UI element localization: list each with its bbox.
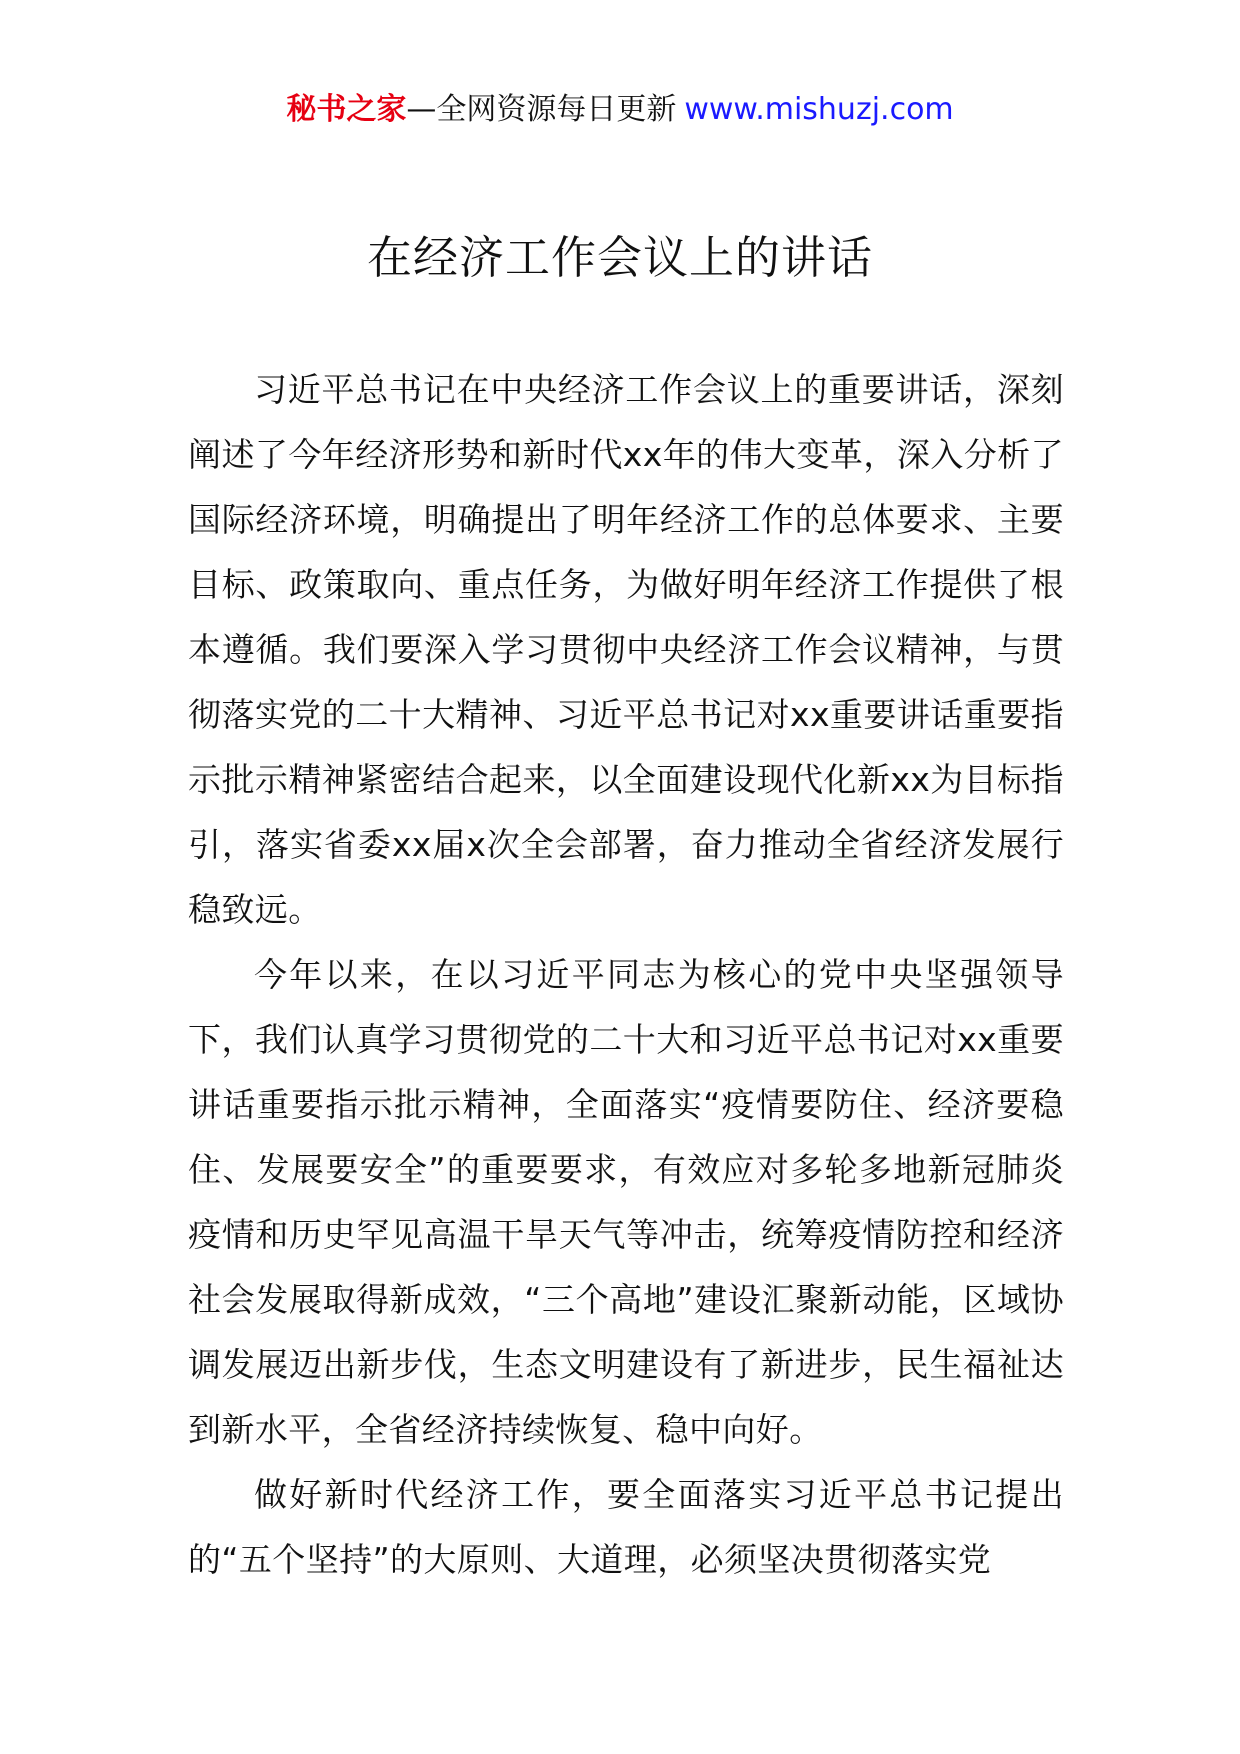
- header-slogan: —全网资源每日更新: [406, 92, 677, 127]
- paragraph-3: 做好新时代经济工作，要全面落实习近平总书记提出的“五个坚持”的大原则、大道理，必须坚决贯彻落实党: [188, 1475, 1064, 1579]
- paragraph-1: 习近平总书记在中央经济工作会议上的重要讲话，深刻阐述了今年经济形势和新时代xx年的伟大变革，深入分析了国际经济环境，明确提出了明年经济工作的总体要求、主要目标、政策取向、重点任务，为做好明年经济工作提供了根本遵循。我们要深入学习贯彻中央经济工作会议精神，与贯彻落实党的二十大精神、习近平总书记对xx重要讲话重要指示批示精神紧密结合起来，以全面建设现代化新xx为目标指引，落实省委xx届x次全会部署，奋力推动全省经济发展行稳致远。: [188, 370, 1064, 929]
- brand-name: 秘书之家: [286, 92, 407, 127]
- site-header: [0, 90, 1240, 130]
- document-body: [188, 357, 1064, 1592]
- paragraph-2: 今年以来，在以习近平同志为核心的党中央坚强领导下，我们认真学习贯彻党的二十大和习近平总书记对xx重要讲话重要指示批示精神，全面落实“疫情要防住、经济要稳住、发展要安全”的重要要求，有效应对多轮多地新冠肺炎疫情和历史罕见高温干旱天气等冲击，统筹疫情防控和经济社会发展取得新成效，“三个高地”建设汇聚新动能，区域协调发展迈出新步伐，生态文明建设有了新进步，民生福祉达到新水平，全省经济持续恢复、稳中向好。: [188, 955, 1064, 1449]
- site-url-link[interactable]: www.mishuzj.com: [684, 92, 954, 127]
- document-title: 在经济工作会议上的讲话: [366, 231, 873, 284]
